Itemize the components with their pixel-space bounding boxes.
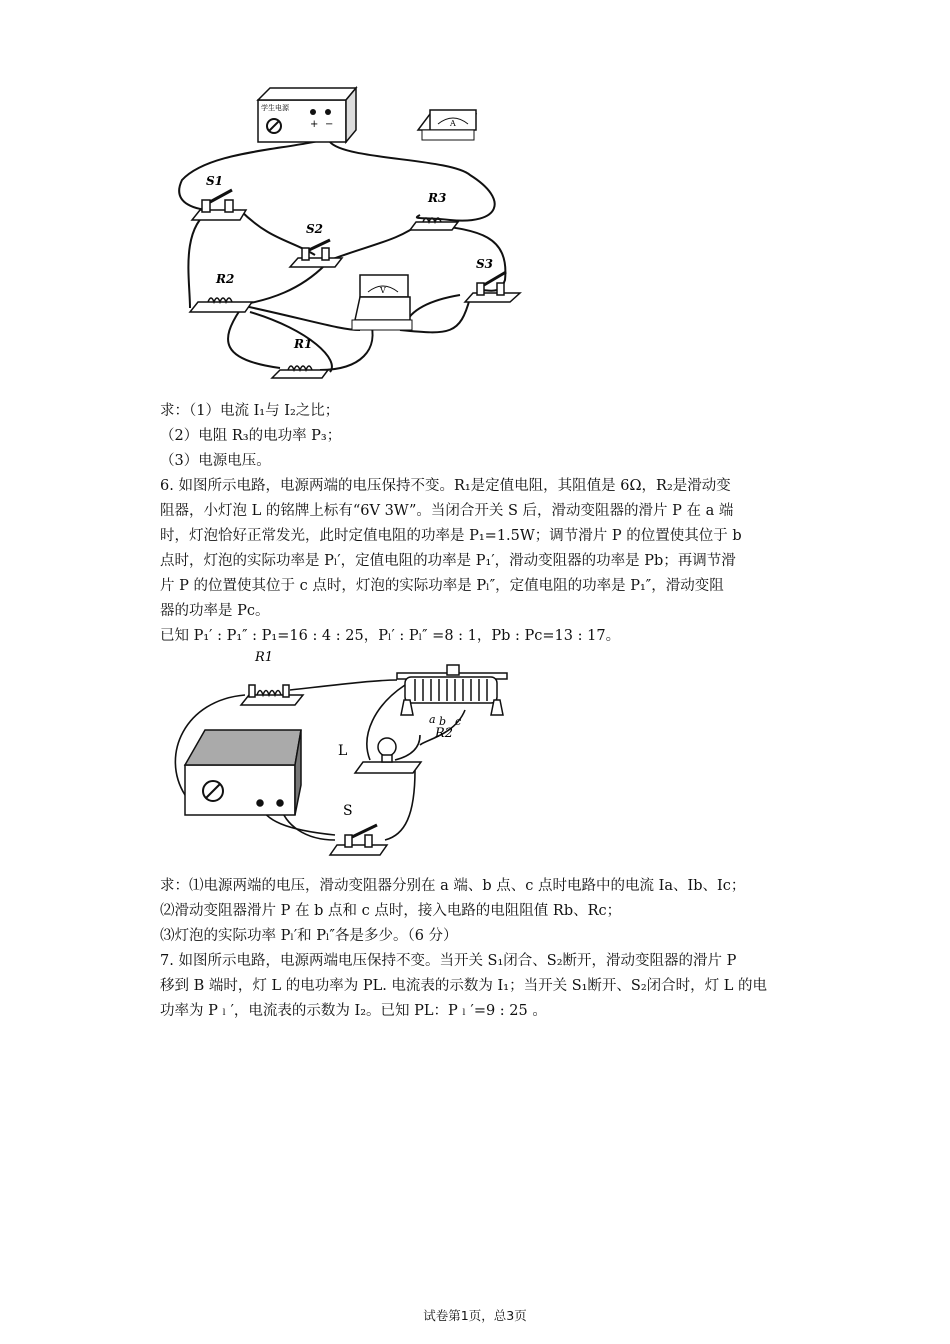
q6-question-3: ⑶灯泡的实际功率 Pₗ′和 Pₗ″各是多少。（6 分） [160,928,458,944]
q6-line-6: 器的功率是 Pc。 [160,603,270,619]
q6-line-4: 点时，灯泡的实际功率是 Pₗ′，定值电阻的功率是 P₁′，滑动变阻器的功率是 Pb；再调节滑 [160,553,736,569]
q5-question-1: 求：（1）电流 I₁与 I₂之比； [160,403,340,419]
label-c: c [455,715,462,728]
power-supply [258,88,356,142]
label-r2: R2 [216,272,235,286]
switch-s [330,825,387,855]
q6-line-5: 片 P 的位置使其位于 c 点时，灯泡的实际功率是 Pₗ″，定值电阻的功率是 P₁″，滑动变阻 [160,578,724,594]
voltmeter [352,275,412,330]
label-b: b [439,715,447,728]
label-s3: S3 [476,257,494,271]
label-r2: R2 [435,726,454,741]
q5-question-2: （2）电阻 R₃的电功率 P₃； [160,428,342,444]
q7-line-1: 7. 如图所示电路，电源两端电压保持不变。当开关 S₁闭合、S₂断开，滑动变阻器的滑片 P [160,953,737,969]
ammeter [418,110,476,140]
q7-line-2: 移到 B 端时，灯 L 的电功率为 PL. 电流表的示数为 I₁；当开关 S₁断开、S₂闭合时，灯 L 的电 [160,978,768,994]
label-r3: R3 [428,191,447,205]
label-s1: S1 [206,174,224,188]
power-supply-label: 学生电源 [261,104,289,112]
q6-question-2: ⑵滑动变阻器滑片 P 在 b 点和 c 点时，接入电路的电阻阻值 Rb、Rc； [160,903,622,919]
lamp [355,738,421,773]
label-l: L [338,743,348,759]
page-footer: 试卷第1页，总3页 [423,1308,527,1323]
q7-line-3: 功率为 P ₗ ′，电流表的示数为 I₂。已知 PL：P ₗ ′=9 : 25 。 [160,1003,547,1019]
label-r1: R1 [255,650,274,665]
label-s: S [343,803,353,819]
svg-text:A: A [450,119,456,128]
q6-line-3: 时，灯泡恰好正常发光，此时定值电阻的功率是 P₁=1.5W；调节滑片 P 的位置使其位于 b [160,528,742,544]
q6-line-1: 6. 如图所示电路，电源两端的电压保持不变。R₁是定值电阻，其阻值是 6Ω，R₂是滑动变 [160,478,731,494]
label-a: a [429,713,436,726]
svg-text:V: V [380,286,386,295]
q6-given: 已知 P₁′ : P₁″ : P₁=16 : 4 : 25，Pₗ′ : Pₗ″ =8 : 1，Pb : Pc=13 : 17。 [160,628,621,644]
q6-line-2: 阻器，小灯泡 L 的铭牌上标有“6V 3W”。当闭合开关 S 后，滑动变阻器的滑片 P 在 a 端 [160,503,734,519]
label-r1: R1 [294,337,313,351]
svg-text:+: + [310,119,319,130]
r1-resistor [241,685,303,705]
rheostat-r2 [397,665,507,715]
label-s2: S2 [306,222,324,236]
power-supply-box [185,730,301,815]
svg-text:−: − [325,119,334,130]
q5-question-3: （3）电源电压。 [160,453,271,469]
q6-question-1: 求：⑴电源两端的电压，滑动变阻器分别在 a 端、b 点、c 点时电路中的电流 Ia、Ib、Ic； [160,878,746,894]
circuit-figure-2 [165,645,525,860]
circuit-figure-1 [170,80,550,385]
